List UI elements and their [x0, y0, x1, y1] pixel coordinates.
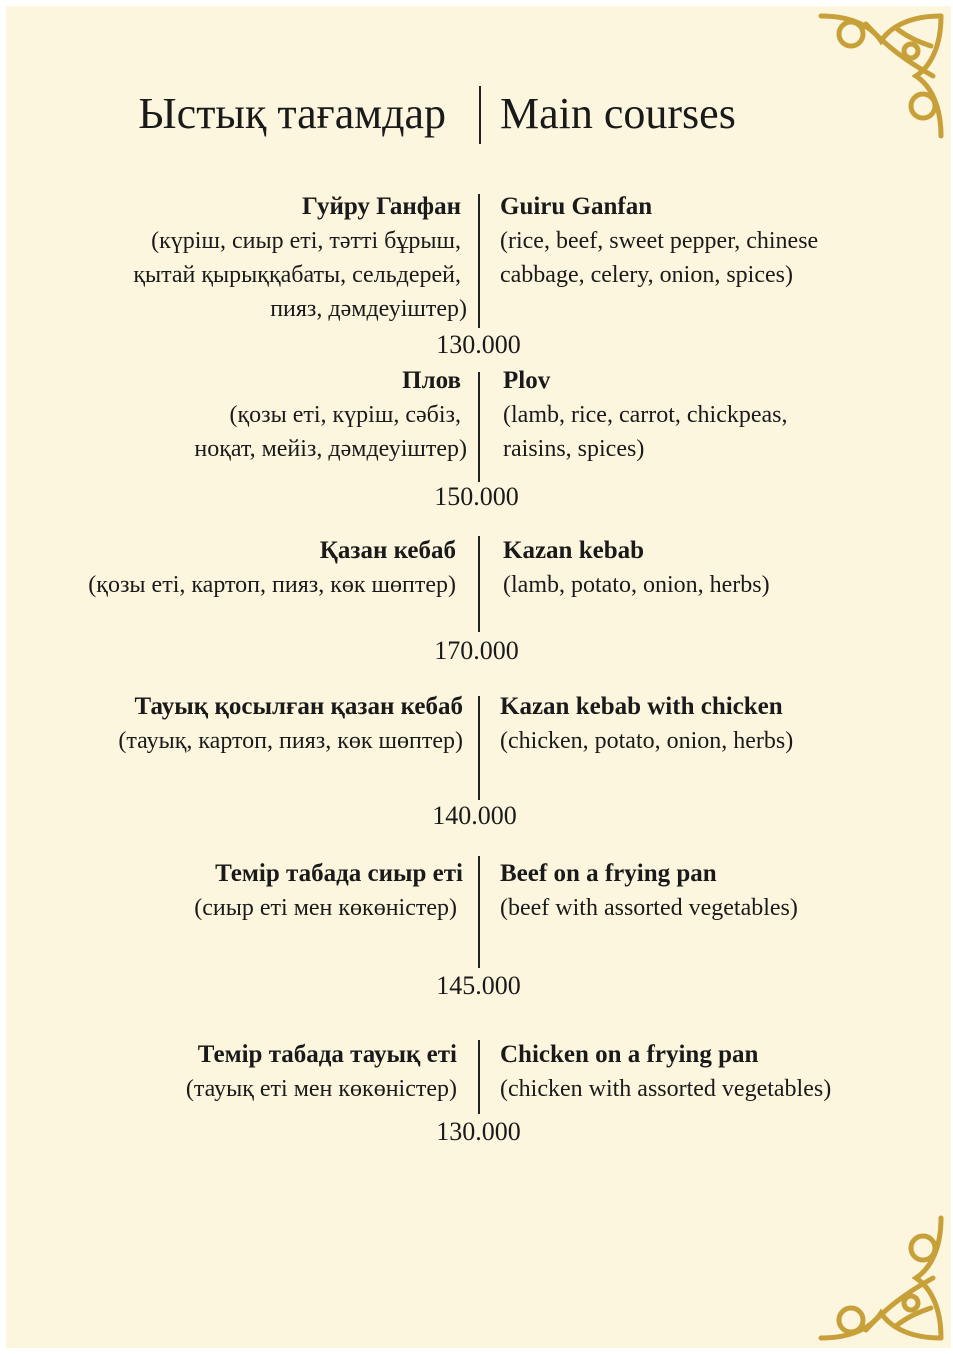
- dish-name-kk: Қазан кебаб: [319, 537, 456, 564]
- dish-en: [500, 190, 818, 292]
- menu-page: [6, 6, 951, 1348]
- dish-desc-kk-line: (қозы еті, картоп, пияз, көк шөптер): [88, 572, 456, 598]
- dish-en: [500, 690, 793, 758]
- dish-kk: [133, 190, 467, 326]
- dish-desc-en-line: (lamb, rice, carrot, chickpeas,: [503, 402, 788, 428]
- dish-name-kk: Гуйру Ганфан: [302, 193, 461, 220]
- dish-name-en: Kazan kebab: [503, 537, 645, 564]
- header-title-en: Main courses: [500, 89, 736, 138]
- dish-kk: [118, 690, 463, 758]
- dish-desc-kk-line: (сиыр еті мен көкөністер): [194, 895, 457, 921]
- dish-name-kk: Плов: [402, 367, 461, 394]
- dish-desc-en-line: cabbage, celery, onion, spices): [500, 262, 793, 288]
- dish-kk: [194, 364, 467, 466]
- dish-name-en: Kazan kebab with chicken: [500, 693, 783, 720]
- corner-ornament-bottom-icon: [811, 1208, 951, 1348]
- dish-en: [500, 1038, 831, 1106]
- dish-kk: [88, 534, 456, 602]
- dish-desc-kk-line: қытай қырыққабаты, сельдерей,: [133, 262, 461, 288]
- dish-desc-kk-line: (күріш, сиыр еті, тәтті бұрыш,: [151, 228, 461, 254]
- dish-desc-kk-line: (тауық, картоп, пияз, көк шөптер): [118, 728, 463, 754]
- dish-desc-kk-line: ноқат, мейіз, дәмдеуіштер): [194, 436, 467, 462]
- dish-name-kk: Тауық қосылған қазан кебаб: [134, 693, 463, 720]
- dish-divider: [478, 194, 480, 328]
- dish-kk: [194, 857, 463, 925]
- dish-divider: [478, 372, 480, 482]
- dish-desc-kk-line: (қозы еті, күріш, сәбіз,: [229, 402, 461, 428]
- dish-name-en: Chicken on a frying pan: [500, 1041, 759, 1068]
- dish-desc-kk-line: пияз, дәмдеуіштер): [270, 296, 467, 322]
- dish-desc-kk-line: (тауық еті мен көкөністер): [185, 1076, 457, 1102]
- dish-name-kk: Темір табада тауық еті: [197, 1041, 457, 1068]
- dish-divider: [478, 696, 480, 800]
- dish-name-kk: Темір табада сиыр еті: [215, 860, 463, 887]
- dish-divider: [478, 536, 480, 632]
- header-divider: [479, 86, 481, 144]
- dish-en: [503, 534, 770, 602]
- dish-desc-en-line: (lamb, potato, onion, herbs): [503, 572, 770, 598]
- dish-price: 140.000: [432, 801, 517, 830]
- header-title-kk: Ыстық тағамдар: [138, 89, 446, 138]
- dish-en: [503, 364, 788, 466]
- dish-price: 145.000: [436, 971, 521, 1000]
- corner-ornament-top-icon: [811, 6, 951, 146]
- dish-price: 130.000: [436, 330, 521, 359]
- dish-name-en: Guiru Ganfan: [500, 193, 653, 220]
- dish-desc-en-line: (rice, beef, sweet pepper, chinese: [500, 228, 819, 254]
- dish-divider: [478, 1040, 480, 1114]
- dish-price: 170.000: [434, 636, 519, 665]
- dish-price: 130.000: [436, 1117, 521, 1146]
- dish-kk: [186, 1038, 457, 1106]
- dish-name-en: Plov: [503, 367, 551, 394]
- dish-desc-en-line: (chicken, potato, onion, herbs): [500, 728, 794, 754]
- dish-name-en: Beef on a frying pan: [500, 860, 717, 887]
- dish-en: [500, 857, 798, 925]
- dish-divider: [478, 856, 480, 968]
- dish-desc-en-line: (beef with assorted vegetables): [500, 895, 798, 921]
- dish-desc-en-line: (chicken with assorted vegetables): [500, 1076, 832, 1102]
- dish-desc-en-line: raisins, spices): [503, 436, 645, 462]
- dish-price: 150.000: [434, 482, 519, 511]
